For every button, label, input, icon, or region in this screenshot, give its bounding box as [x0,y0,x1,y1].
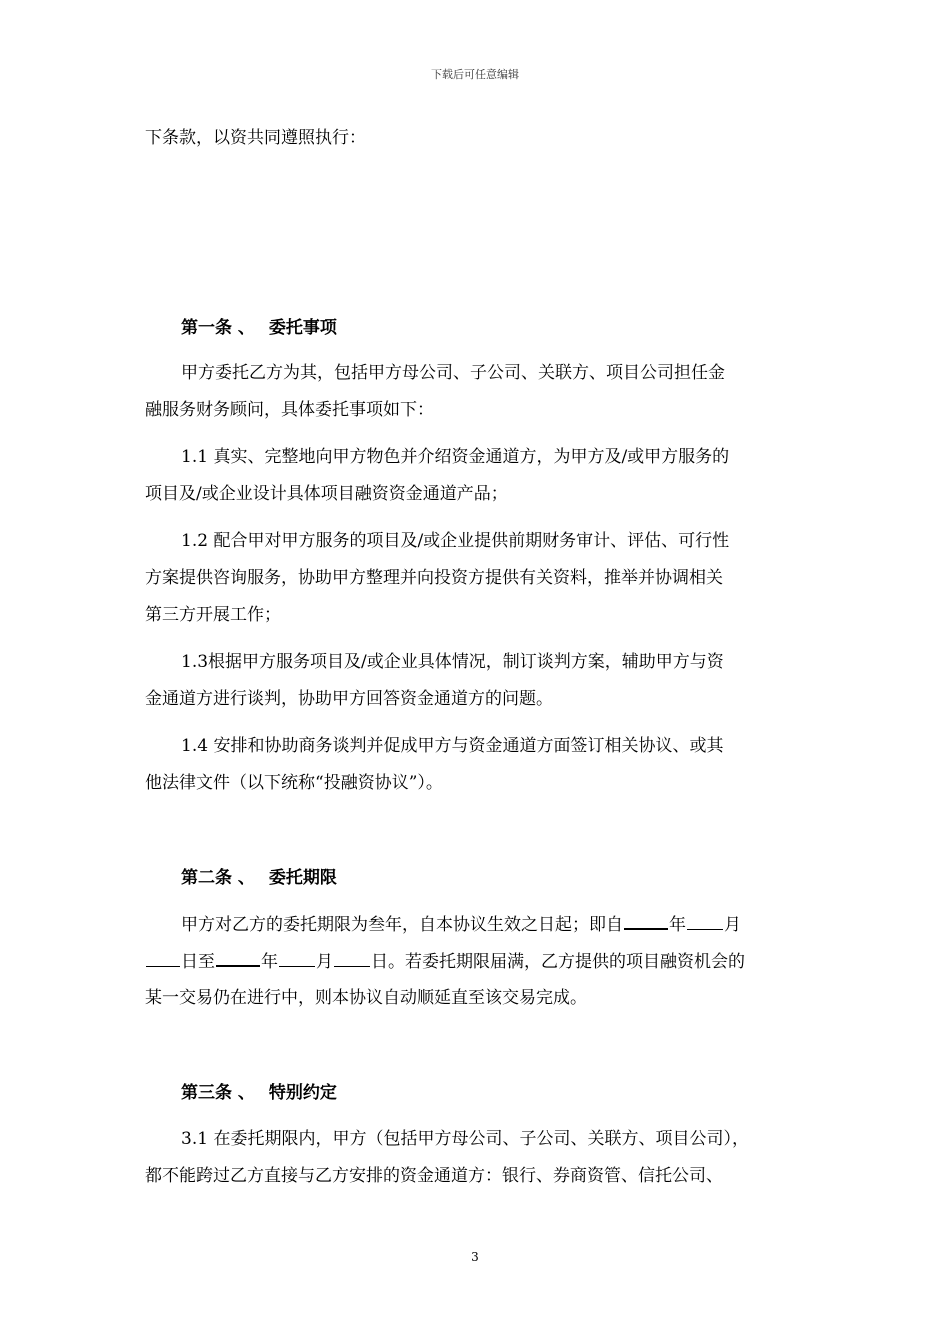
date-blank [624,912,668,930]
clause-line: 他法律文件（以下统称“投融资协议”）。 [145,773,443,793]
date-blank [687,913,723,930]
clause-line: 都不能跨过乙方直接与乙方安排的资金通道方：银行、券商资管、信托公司、 [145,1166,723,1186]
paragraph-line: 甲方对乙方的委托期限为叁年，自本协议生效之日起；即自 年 月 [181,912,741,937]
clause-line: 1.4 安排和协助商务谈判并促成甲方与资金通道方面签订相关协议、或其 [181,736,724,756]
date-blank [334,950,370,967]
section-heading-2 [181,866,337,890]
section-title: 特别约定 [268,1083,337,1103]
clause-line: 项目及/或企业设计具体项目融资资金通道产品； [145,484,508,504]
section-title: 委托事项 [268,318,337,338]
section-heading-1 [181,316,337,340]
date-blank [146,950,180,967]
clause-line: 1.3根据甲方服务项目及/或企业具体情况，制订谈判方案，辅助甲方与资 [181,652,724,672]
clause-line: 1.2 配合甲对甲方服务的项目及/或企业提供前期财务审计、评估、可行性 [181,531,730,551]
section-number: 第二条 、 [181,868,255,888]
section-number: 第一条 、 [181,318,255,338]
clause-line: 1.1 真实、完整地向甲方物色并介绍资金通道方，为甲方及/或甲方服务的 [181,447,730,467]
section-heading-3 [181,1081,337,1105]
paragraph-line: 融服务财务顾问，具体委托事项如下： [145,400,434,420]
date-blank [216,949,260,967]
clause-line: 方案提供咨询服务，协助甲方整理并向投资方提供有关资料，推举并协调相关 [145,568,723,588]
clause-line: 第三方开展工作； [145,605,281,625]
paragraph-line: 下条款，以资共同遵照执行： [145,128,366,148]
clause-line: 金通道方进行谈判，协助甲方回答资金通道方的问题。 [145,689,553,709]
section-number: 第三条 、 [181,1083,255,1103]
date-blank [279,950,315,967]
page-header-note: 下载后可任意编辑 [431,68,519,81]
clause-line: 3.1 在委托期限内，甲方（包括甲方母公司、子公司、关联方、项目公司）， [181,1129,749,1149]
paragraph-line: 某一交易仍在进行中，则本协议自动顺延直至该交易完成。 [145,988,587,1008]
page-number: 3 [471,1250,479,1264]
section-title: 委托期限 [268,868,337,888]
paragraph-line: 甲方委托乙方为其，包括甲方母公司、子公司、关联方、项目公司担任金 [181,363,725,383]
paragraph-line: 日至 年 月 日。若委托期限届满，乙方提供的项目融资机会的 [145,949,745,974]
